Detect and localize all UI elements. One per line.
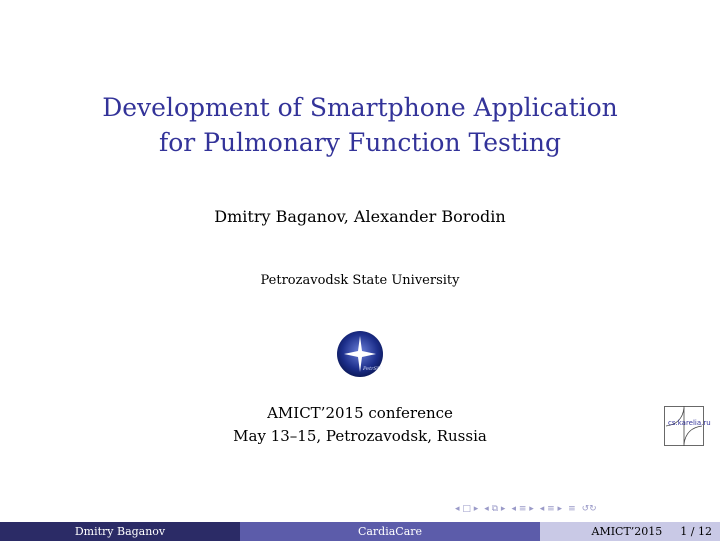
- footer-event-text: AMICT’2015: [591, 525, 663, 538]
- footer-bar: [0, 522, 720, 541]
- nav-document-icon[interactable]: ◂ ≡ ▸: [539, 504, 563, 514]
- nav-frame-icon[interactable]: ◂ □ ▸: [455, 504, 479, 514]
- nav-align-icon[interactable]: ≡: [568, 504, 576, 514]
- nav-section-icon[interactable]: ◂ ≡ ▸: [511, 504, 534, 514]
- university-logo: [336, 330, 384, 378]
- institute: Petrozavodsk State University: [260, 273, 460, 288]
- svg-text:PetrSU: PetrSU: [363, 366, 382, 372]
- cs-karelia-label: cs.karelia.ru: [668, 419, 711, 427]
- nav-subsection-icon[interactable]: ◂ ⧉ ▸: [484, 504, 506, 514]
- beamer-navigation: [455, 504, 597, 514]
- footer-author: [0, 522, 240, 541]
- footer-event: [540, 522, 720, 541]
- footer-page-number: 1 / 12: [680, 525, 712, 538]
- title-line-2: for Pulmonary Function Testing: [158, 128, 562, 157]
- conference-date-place: May 13–15, Petrozavodsk, Russia: [233, 427, 487, 445]
- slide-title: [0, 90, 720, 160]
- authors: Dmitry Baganov, Alexander Borodin: [214, 207, 506, 226]
- conference-name: AMICT’2015 conference: [267, 404, 453, 422]
- footer-author-text: Dmitry Baganov: [74, 525, 166, 538]
- title-line-1: Development of Smartphone Application: [102, 93, 618, 122]
- conference-info: [0, 402, 720, 448]
- footer-title-text: CardiaCare: [357, 525, 423, 538]
- nav-search-back-icon[interactable]: ↺↻: [581, 504, 597, 514]
- footer-title: [240, 522, 540, 541]
